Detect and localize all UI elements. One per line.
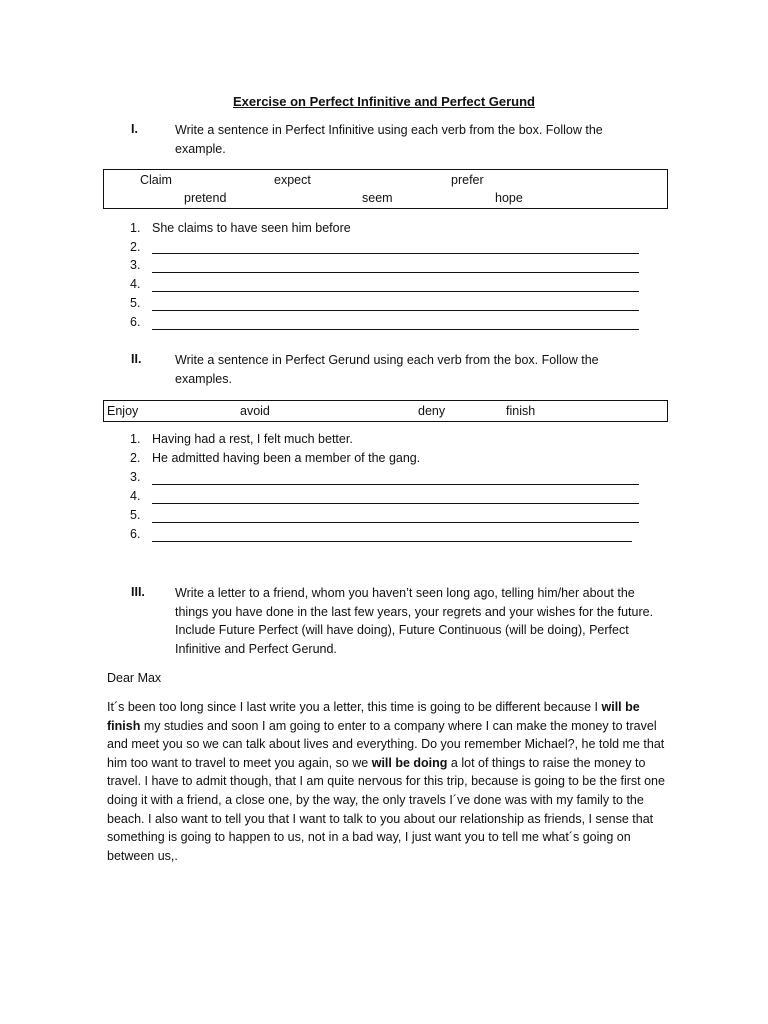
s1-num-4: 4. bbox=[130, 277, 141, 291]
verb-seem: seem bbox=[362, 191, 393, 205]
s2-num-6: 6. bbox=[130, 527, 141, 541]
s2-example-2: He admitted having been a member of the gang. bbox=[152, 451, 421, 465]
s2-answer-line-6[interactable] bbox=[152, 541, 632, 542]
s2-num-3: 3. bbox=[130, 470, 141, 484]
s1-answer-line-5[interactable] bbox=[152, 310, 639, 311]
s1-num-5: 5. bbox=[130, 296, 141, 310]
verb-claim: Claim bbox=[140, 173, 172, 187]
s2-num-5: 5. bbox=[130, 508, 141, 522]
s1-num-1: 1. bbox=[130, 221, 141, 235]
s1-answer-line-2[interactable] bbox=[152, 253, 639, 254]
letter-body-part2: my studies and soon I am going to enter to a company where I can make the money to travel and meet you so we can talk about lives and everything. Do you remember Michael?, he told me that him too want to travel to meet you again, so we bbox=[107, 718, 665, 770]
verb-prefer: prefer bbox=[451, 173, 484, 187]
s2-num-4: 4. bbox=[130, 489, 141, 503]
verb-hope: hope bbox=[495, 191, 523, 205]
verb-enjoy: Enjoy bbox=[107, 404, 139, 418]
section3-instruction: Write a letter to a friend, whom you haven’t seen long ago, telling him/her about the things you have done in the last few years, your regrets and your wishes for the future. Include Future Perfect (will have doing), Future Continuous (will be doing), Perfect Infinitive and Perfect Gerund. bbox=[175, 586, 654, 656]
section2-numeral: II. bbox=[131, 352, 142, 366]
letter-body-part3: a lot of things to raise the money to travel. I have to admit though, that I am quite nervous for this trip, because is going to be the first one doing it with a friend, a close one, by the way, the only travels I´ve done was with my family to the beach. I also want to tell you that I want to talk to you about our relationship as friends, I sense that something is going to happen to us, not in a bad way, I just want you to tell me what´s going on between us,. bbox=[107, 755, 665, 863]
letter-bold-2: will be doing bbox=[371, 755, 448, 770]
section1-instruction: Write a sentence in Perfect Infinitive using each verb from the box. Follow the example. bbox=[175, 123, 603, 156]
verb-avoid: avoid bbox=[240, 404, 270, 418]
s2-answer-line-5[interactable] bbox=[152, 522, 639, 523]
s1-answer-line-3[interactable] bbox=[152, 272, 639, 273]
page-title: Exercise on Perfect Infinitive and Perfect Gerund bbox=[233, 94, 535, 109]
verb-expect: expect bbox=[274, 173, 311, 187]
s1-example: She claims to have seen him before bbox=[152, 221, 351, 235]
section1-numeral: I. bbox=[131, 122, 138, 136]
s1-num-3: 3. bbox=[130, 258, 141, 272]
s2-answer-line-3[interactable] bbox=[152, 484, 639, 485]
verb-finish: finish bbox=[506, 404, 536, 418]
verb-deny: deny bbox=[418, 404, 446, 418]
s2-example-1: Having had a rest, I felt much better. bbox=[152, 432, 353, 446]
verb-box-1 bbox=[103, 169, 668, 209]
s2-num-1: 1. bbox=[130, 432, 141, 446]
s1-num-6: 6. bbox=[130, 315, 141, 329]
letter-greeting: Dear Max bbox=[107, 671, 162, 685]
section3-numeral: III. bbox=[131, 585, 145, 599]
s1-answer-line-4[interactable] bbox=[152, 291, 639, 292]
verb-pretend: pretend bbox=[184, 191, 227, 205]
s2-answer-line-4[interactable] bbox=[152, 503, 639, 504]
s1-num-2: 2. bbox=[130, 240, 141, 254]
letter-body-part1: It´s been too long since I last write you a letter, this time is going to be different because I bbox=[107, 700, 602, 714]
s1-answer-line-6[interactable] bbox=[152, 329, 639, 330]
section2-instruction: Write a sentence in Perfect Gerund using each verb from the box. Follow the examples. bbox=[175, 353, 599, 386]
verb-box-2 bbox=[103, 400, 668, 422]
s2-num-2: 2. bbox=[130, 451, 141, 465]
letter-body bbox=[107, 698, 667, 865]
letter-bold-1: will be finish bbox=[107, 700, 640, 733]
